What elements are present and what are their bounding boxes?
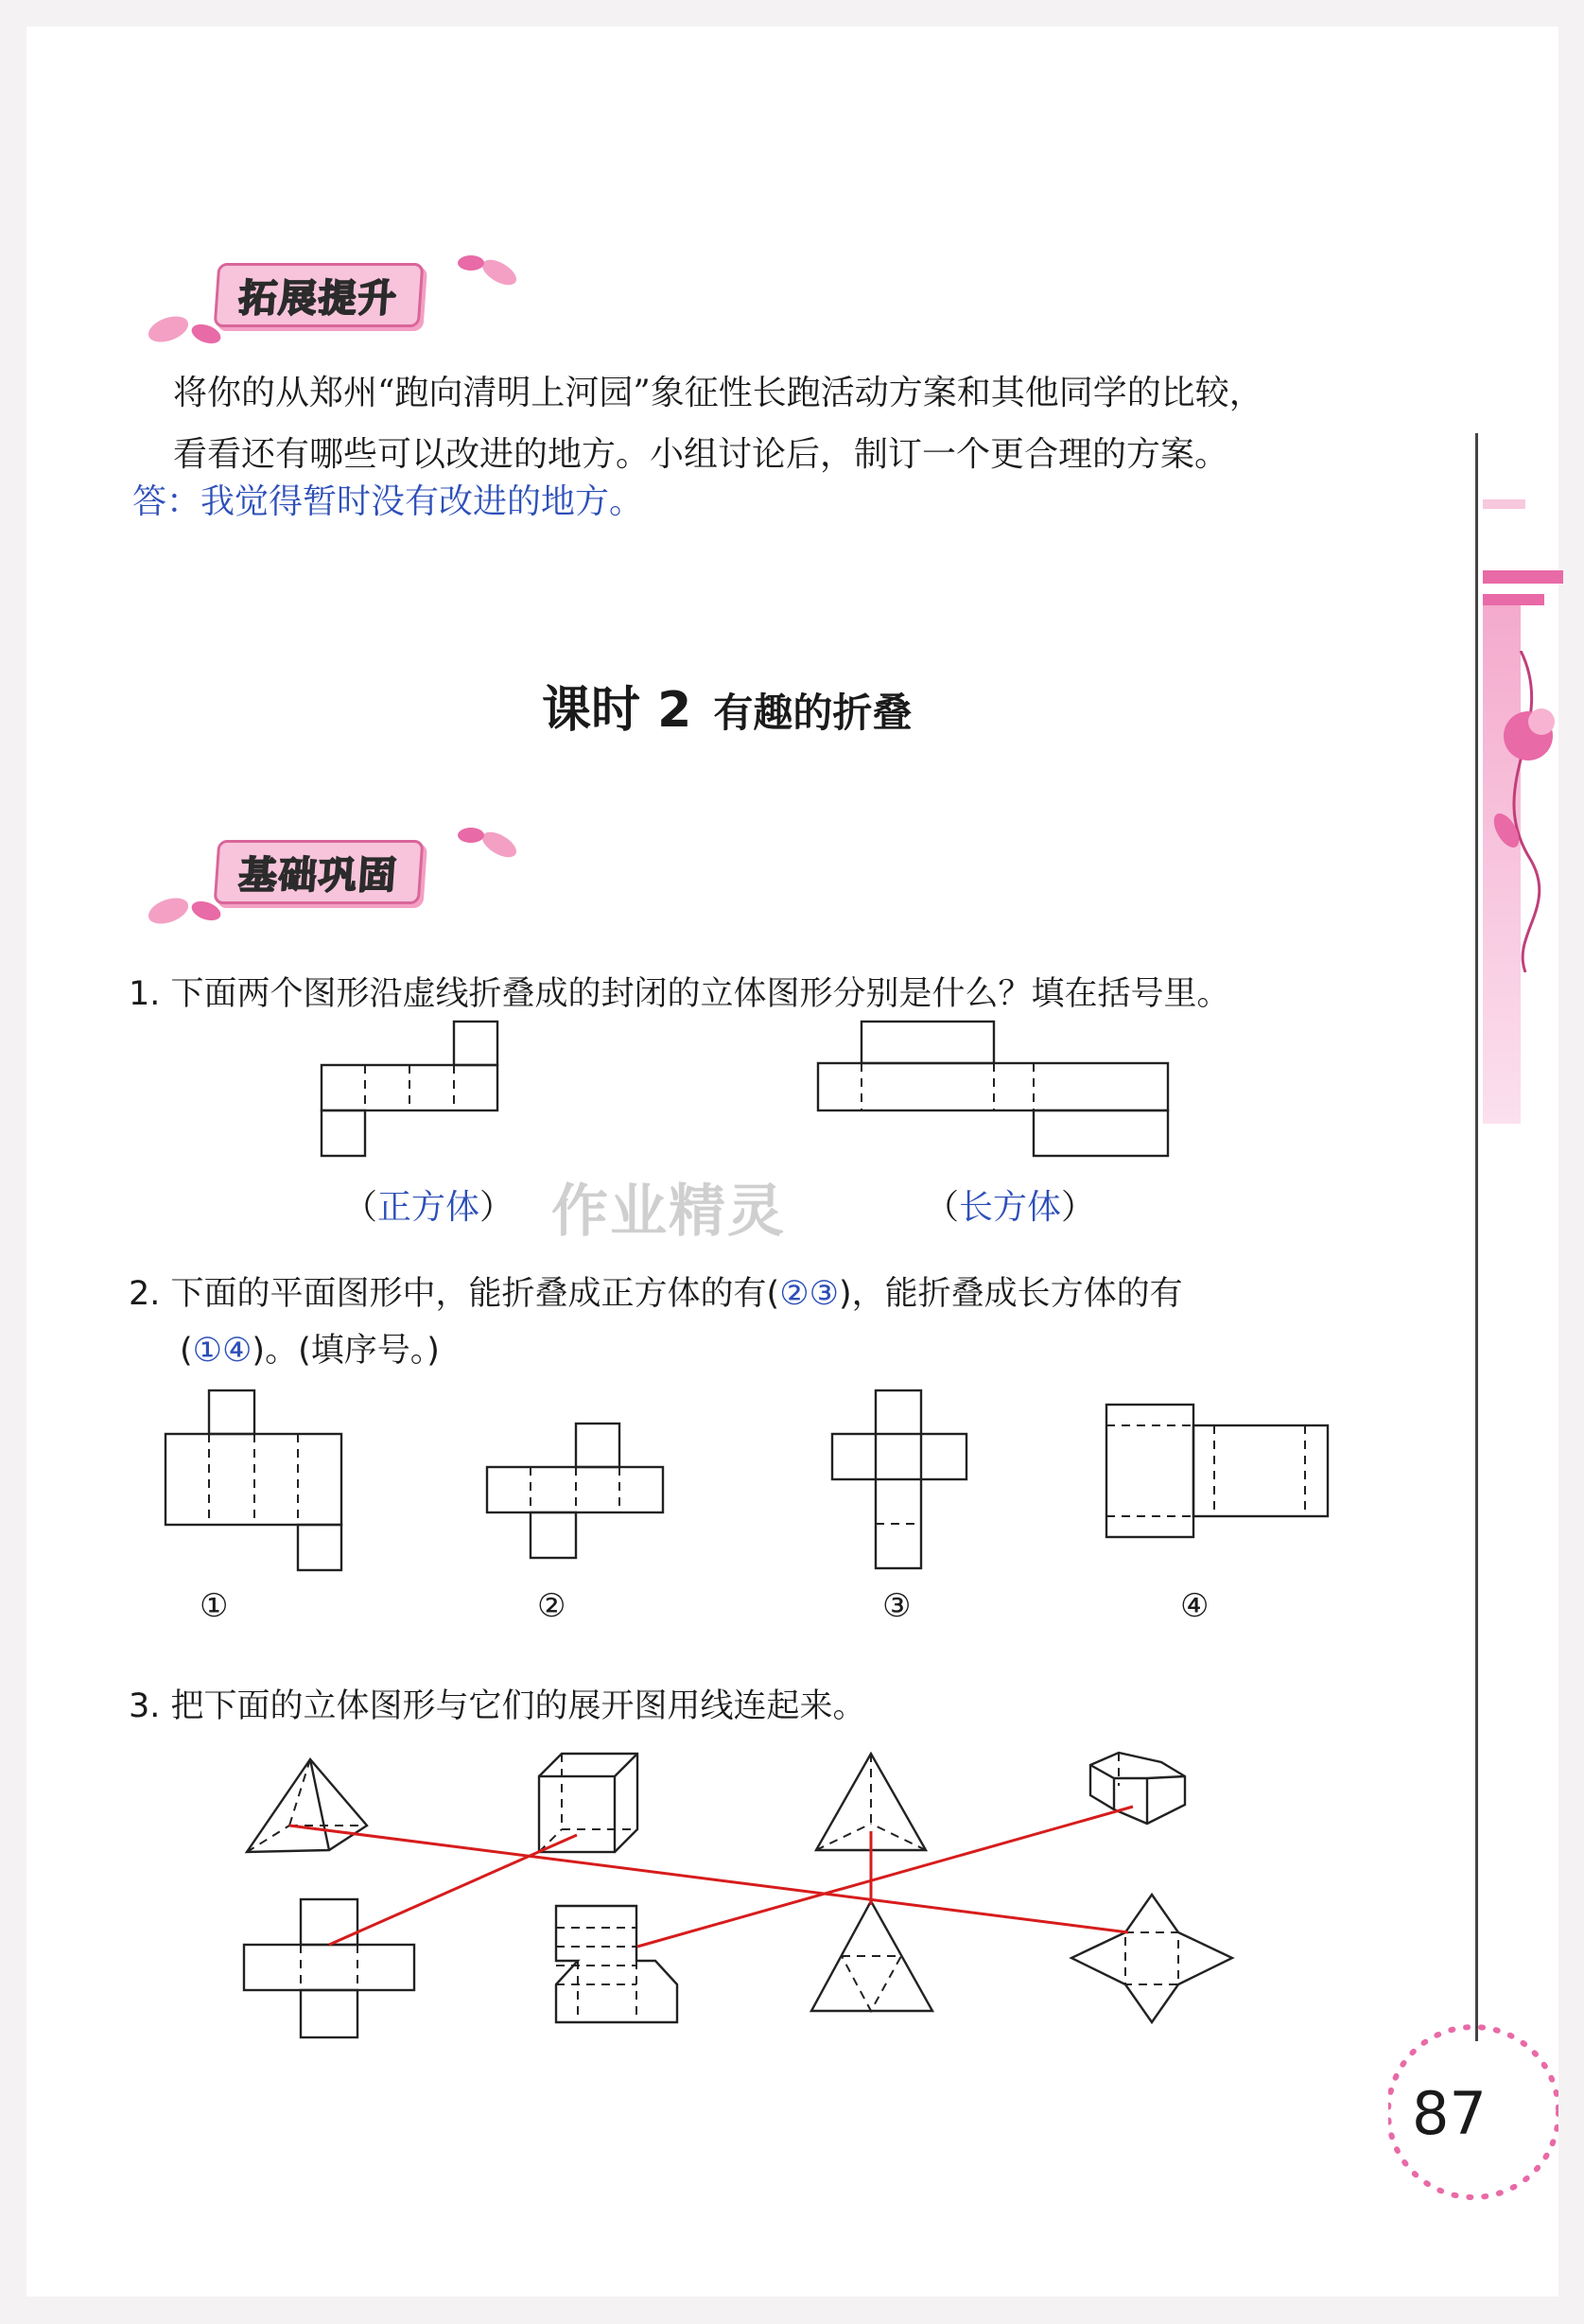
q2-answer-cube: ②③	[779, 1275, 839, 1313]
page-number: 87	[1412, 2079, 1487, 2148]
lesson-subtitle: 有趣的折叠	[713, 690, 913, 736]
extension-question-line1: 将你的从郑州“跑向清明上河园”象征性长跑活动方案和其他同学的比较，	[173, 374, 1263, 412]
cube-solid	[539, 1754, 637, 1852]
cross-net	[244, 1899, 414, 2037]
lesson-title: 课时 2	[542, 682, 692, 739]
question-2-line2: (①④)。(填序号。)	[180, 1332, 440, 1370]
question-3-text: 3. 把下面的立体图形与它们的展开图用线连起来。	[129, 1687, 866, 1725]
star-net	[1071, 1895, 1232, 2022]
prism-net	[556, 1906, 677, 2022]
q2-answer-cuboid: ①④	[192, 1332, 252, 1370]
basic-banner: 基础巩固	[214, 840, 425, 904]
q2-label-4: ④	[1180, 1587, 1210, 1625]
connection-lines	[289, 1807, 1133, 1947]
extension-answer: 答：我觉得暂时没有改进的地方。	[132, 482, 644, 521]
q1-answer-left: （正方体）	[343, 1188, 514, 1227]
pentagonal-prism-solid	[1090, 1753, 1185, 1824]
question-1-text: 1. 下面两个图形沿虚线折叠成的封闭的立体图形分别是什么？填在括号里。	[129, 975, 1230, 1013]
q1-answer-left-value: 正方体	[377, 1188, 480, 1227]
q3-figures	[26, 26, 1558, 2297]
question-2-line1: 2. 下面的平面图形中，能折叠成正方体的有(②③)，能折叠成长方体的有	[129, 1275, 1183, 1313]
q2-label-3: ③	[882, 1587, 912, 1625]
q2-label-1: ①	[200, 1587, 229, 1625]
watermark: 作业精灵	[551, 1179, 786, 1245]
extension-banner: 拓展提升	[214, 263, 425, 327]
workbook-page	[26, 26, 1558, 2297]
extension-question-line2: 看看还有哪些可以改进的地方。小组讨论后，制订一个更合理的方案。	[173, 435, 1229, 474]
square-pyramid-solid	[247, 1759, 367, 1852]
q1-answer-right: （长方体）	[925, 1188, 1096, 1227]
q2-label-2: ②	[537, 1587, 566, 1625]
triangle-net	[811, 1901, 932, 2011]
q1-answer-right-value: 长方体	[959, 1188, 1062, 1227]
